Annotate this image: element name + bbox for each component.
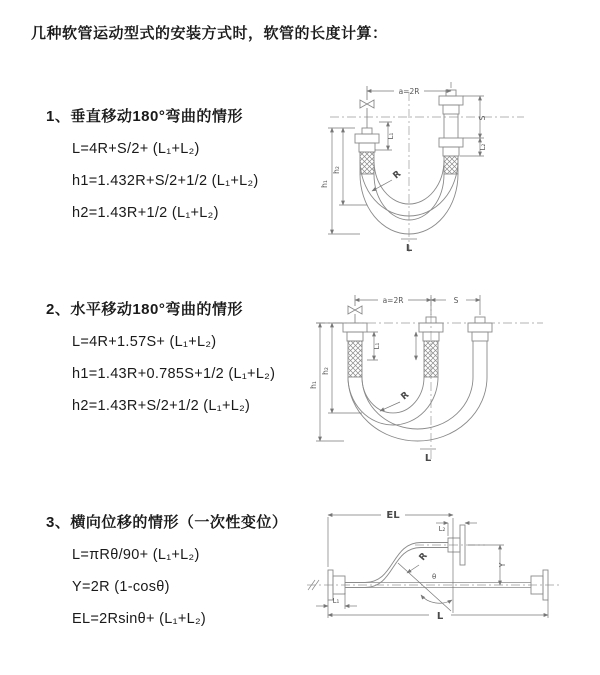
hose-curve	[362, 377, 424, 413]
valve-icon	[348, 306, 362, 314]
section-2-heading: 2、水平移动180°弯曲的情形	[46, 301, 243, 318]
formula-length: L=4R+1.57S+ (L₁+L₂)	[72, 334, 217, 350]
centerlines	[316, 297, 543, 459]
dim-label-l1: L₁	[373, 342, 381, 350]
formula-h1: h1=1.43R+0.785S+1/2 (L₁+L₂)	[72, 366, 276, 382]
dim-label-a2r: a=2R	[382, 296, 404, 305]
hose-curve	[345, 548, 448, 588]
radius-label: R	[417, 551, 430, 563]
formula-y: Y=2R (1-cosθ)	[72, 579, 170, 595]
dim-label-l: L	[436, 611, 444, 622]
formula-length: L=4R+S/2+ (L₁+L₂)	[72, 141, 200, 157]
diagram-lateral-displacement	[303, 503, 568, 658]
section-horizontal-180	[46, 298, 275, 422]
fitting-stem	[472, 332, 488, 341]
dim-label-a2r: a=2R	[398, 87, 420, 96]
dim-label-l2: L₂	[438, 525, 446, 533]
hose-curve	[348, 377, 438, 425]
formula-el: EL=2Rsinθ+ (L₁+L₂)	[72, 611, 207, 627]
hose-curve	[348, 377, 487, 441]
braid-section	[424, 341, 438, 377]
dim-label-el: EL	[386, 510, 400, 521]
fitting-nut	[439, 138, 463, 147]
fitting-stem	[359, 143, 375, 152]
dim-label-s: S	[453, 296, 459, 305]
dim-label-h2: h₂	[332, 166, 341, 174]
dim-label-s: S	[478, 115, 487, 121]
fitting-nut	[355, 134, 379, 143]
section-1-heading: 1、垂直移动180°弯曲的情形	[46, 108, 243, 125]
valve-icon	[360, 100, 374, 108]
hose-assembly	[343, 295, 492, 441]
formula-h1: h1=1.432R+S/2+1/2 (L₁+L₂)	[72, 173, 259, 189]
fitting-nut	[475, 317, 485, 323]
fitting-nut	[468, 323, 492, 332]
angle-arc	[421, 595, 452, 603]
dimension-labels	[333, 510, 507, 622]
section-vertical-180	[46, 105, 259, 229]
dim-label-l1: L₁	[387, 132, 395, 140]
hose-assembly	[308, 525, 548, 600]
braid-section	[360, 152, 374, 174]
section-3-heading: 3、横向位移的情形（一次性变位）	[46, 514, 288, 531]
length-label: L	[424, 453, 432, 464]
fitting-stem	[443, 147, 459, 156]
fitting-stem	[443, 105, 459, 114]
length-label: L	[405, 243, 413, 254]
centerlines	[330, 92, 524, 252]
dimension-lines	[316, 515, 548, 618]
radius-label: R	[399, 390, 412, 403]
fitting-stem	[347, 332, 363, 341]
hose-curve	[362, 377, 473, 429]
dim-label-y: Y	[498, 562, 507, 568]
dim-label-h1: h₁	[309, 381, 318, 389]
fitting-nut	[439, 96, 463, 105]
diagram-horizontal-180-bend	[308, 283, 568, 471]
page-title: 几种软管运动型式的安装方式时，软管的长度计算：	[31, 25, 388, 42]
radius-label: R	[391, 169, 404, 182]
dim-label-h2: h₂	[321, 367, 330, 375]
dim-label-l2: L₂	[479, 143, 487, 151]
formula-h2: h2=1.43R+1/2 (L₁+L₂)	[72, 205, 219, 221]
dim-label-h1: h₁	[320, 180, 329, 188]
braid-section	[348, 341, 362, 377]
angle-label: θ	[432, 573, 437, 581]
dimension-labels	[320, 87, 487, 254]
braid-section	[444, 156, 458, 174]
dim-label-l1: L₁	[332, 597, 340, 605]
fitting-nut	[362, 128, 372, 134]
dimension-lines	[328, 82, 484, 239]
formula-h2: h2=1.43R+S/2+1/2 (L₁+L₂)	[72, 398, 251, 414]
formula-length: L=πRθ/90+ (L₁+L₂)	[72, 547, 200, 563]
section-lateral-displacement	[46, 511, 287, 635]
fitting-nut	[343, 323, 367, 332]
diagram-vertical-180-bend	[312, 74, 568, 258]
